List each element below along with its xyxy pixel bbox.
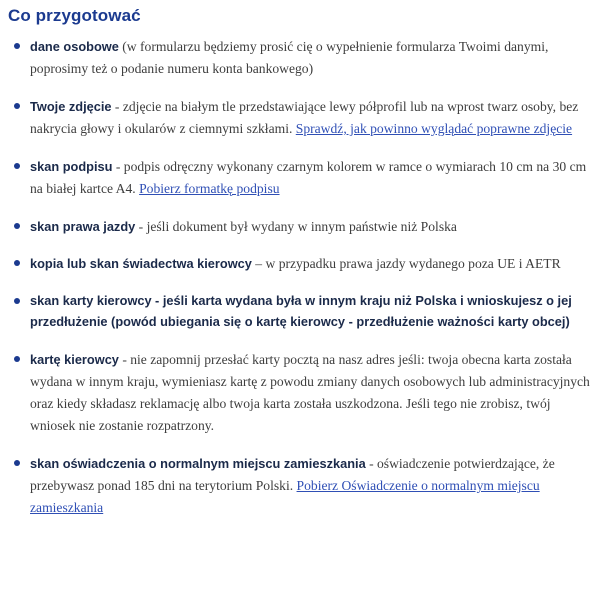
list-item <box>8 291 595 333</box>
list-item <box>8 36 595 80</box>
requirements-section <box>0 6 605 543</box>
signature-template-link[interactable]: Pobierz formatkę podpisu <box>139 180 280 196</box>
list-item-text: - podpis odręczny wykonany czarnym kolorem w ramce o wymiarach 10 cm na 30 cm na białej kartce A4. <box>30 158 587 196</box>
list-item <box>8 349 595 437</box>
bullet-icon <box>14 356 20 362</box>
list-item-lead: kopia lub skan świadectwa kierowcy <box>30 256 252 272</box>
photo-requirements-link[interactable]: Sprawdź, jak powinno wyglądać poprawne zdjęcie <box>295 120 573 136</box>
list-item-lead: dane osobowe <box>30 39 119 54</box>
list-item-text: - jeśli karta wydana była w innym kraju niż Polska i wnioskujesz o jej przedłużenie (powód ubiegania się o kartę kierowcy - przedłużenie ważności karty obcej) <box>30 293 572 330</box>
list-item <box>8 453 595 519</box>
bullet-icon <box>14 298 20 304</box>
list-item <box>8 96 595 140</box>
list-item-text: - jeśli dokument był wydany w innym państwie niż Polska <box>138 218 457 234</box>
list-item-text: (w formularzu będziemy prosić cię o wypełnienie formularza Twoimi danymi, poprosimy też o podanie numeru konta bankowego) <box>30 39 549 76</box>
bullet-icon <box>14 43 20 49</box>
list-item-text: - oświadczenie potwierdzające, że przebywasz ponad 185 dni na terytorium Polski. <box>30 455 555 493</box>
bullet-icon <box>14 460 20 466</box>
list-item-lead: skan oświadczenia o normalnym miejscu zamieszkania <box>30 455 366 471</box>
list-item-text: – w przypadku prawa jazdy wydanego poza UE i AETR <box>255 256 561 272</box>
list-item-lead: skan karty kierowcy <box>30 293 152 309</box>
list-item-lead: skan podpisu <box>30 158 113 174</box>
list-item <box>8 216 595 238</box>
bullet-icon <box>14 103 20 109</box>
bullet-icon <box>14 223 20 229</box>
list-item <box>8 156 595 200</box>
list-item-text: - nie zapomnij przesłać karty pocztą na nasz adres jeśli: twoja obecna karta została wydana w innym kraju, wymieniasz kartę z powodu zmiany danych osobowych lub administracyjnych oraz kiedy składasz reklamację albo twoja karta została uszkodzona. Jeśli tego nie zrobisz, twój wniosek nie zostanie rozpatrzony. <box>30 352 590 433</box>
list-item-lead: Twoje zdjęcie <box>30 98 112 114</box>
bullet-icon <box>14 163 20 169</box>
list-item-text: - zdjęcie na białym tle przedstawiające lewy półprofil lub na wprost twarz osoby, bez nakrycia głowy i okularów z ciemnymi szkłami. <box>30 98 579 136</box>
list-item-lead: kartę kierowcy <box>30 352 119 368</box>
residence-declaration-link[interactable]: Pobierz Oświadczenie o normalnym miejscu zamieszkania <box>30 477 540 515</box>
list-item <box>8 253 595 275</box>
requirements-list <box>0 36 605 543</box>
list-item-lead: skan prawa jazdy <box>30 218 136 234</box>
bullet-icon <box>14 260 20 266</box>
page-title: Co przygotować <box>8 6 141 25</box>
